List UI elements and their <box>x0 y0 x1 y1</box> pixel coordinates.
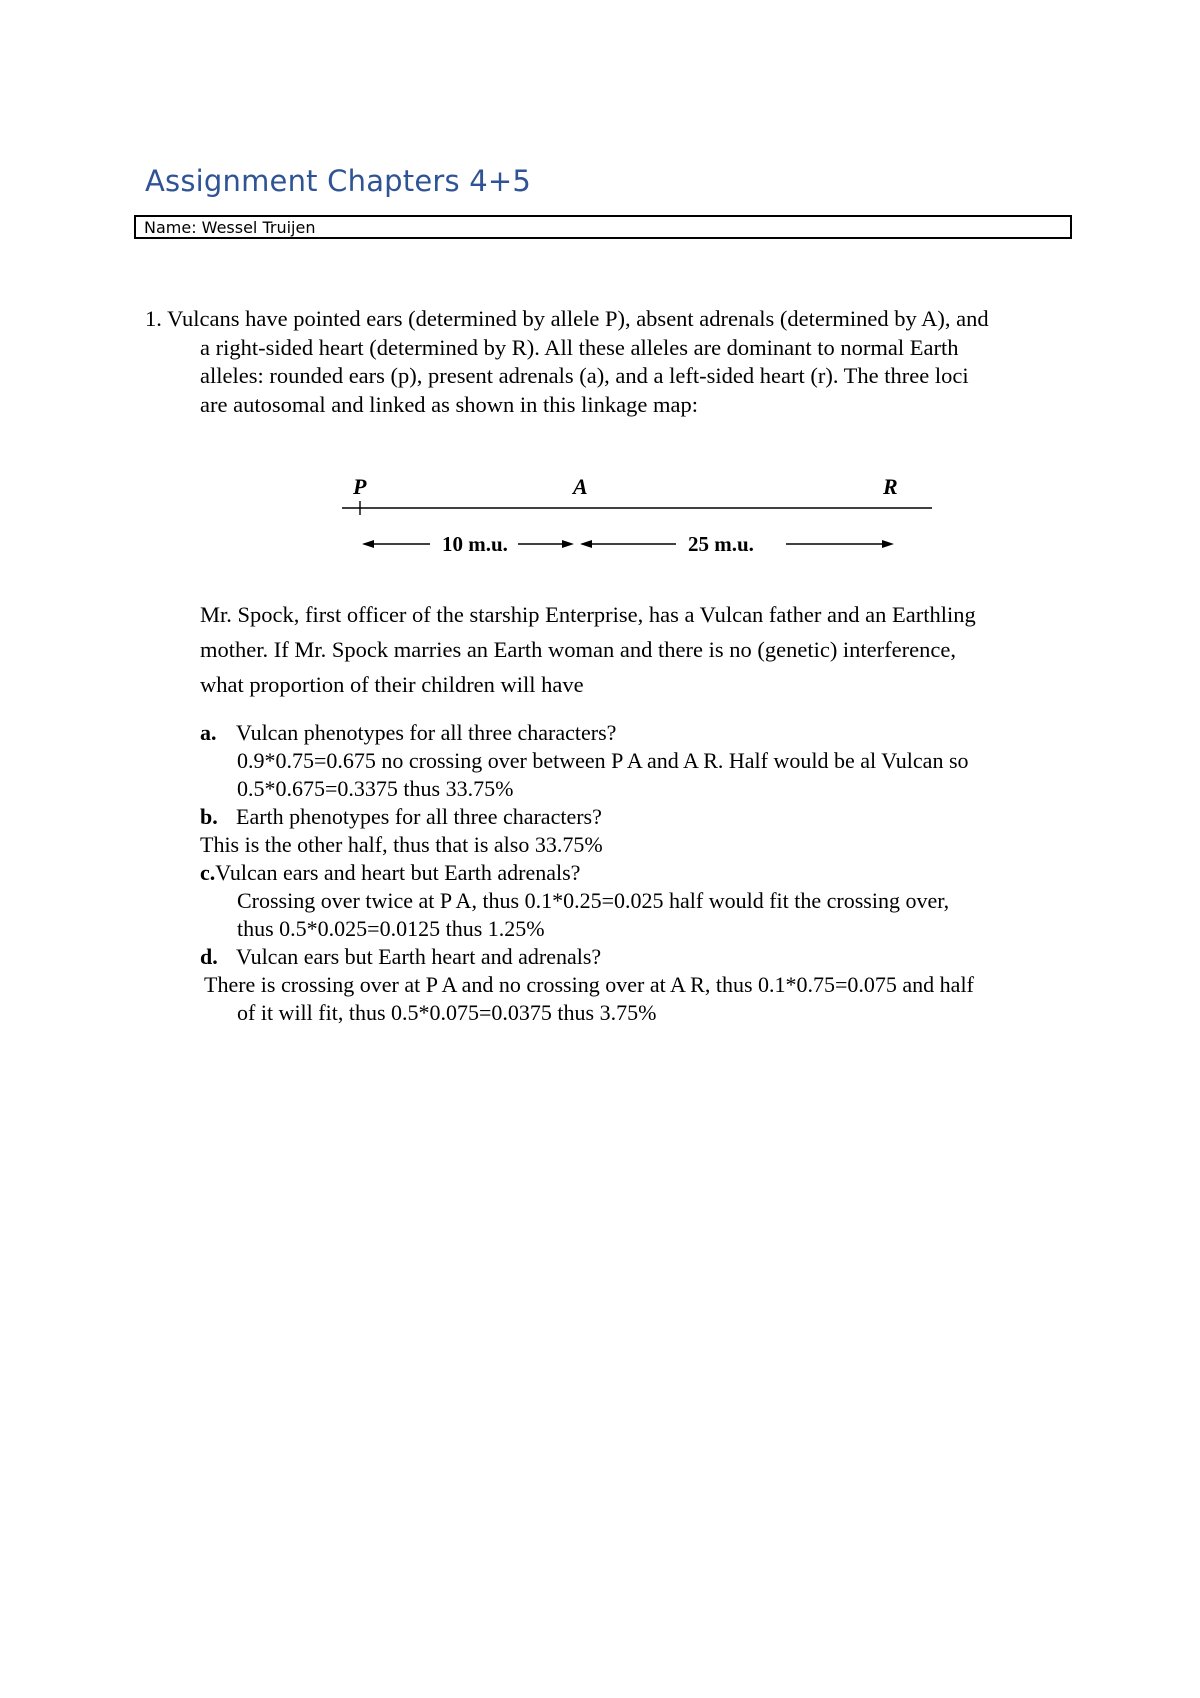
question-1-line-2: a right-sided heart (determined by R). All these alleles are dominant to normal Earth <box>200 334 959 360</box>
distance-2-left-arrowhead <box>580 540 592 548</box>
locus-label-p: P <box>353 474 367 499</box>
question-1 <box>145 305 1075 419</box>
part-b-question: b. Earth phenotypes for all three characters? <box>200 804 602 829</box>
part-a-answer-1: 0.9*0.75=0.675 no crossing over between P A and A R. Half would be al Vulcan so <box>237 748 969 773</box>
question-1-line-3: alleles: rounded ears (p), present adrenals (a), and a left-sided heart (r). The three loci <box>200 363 969 388</box>
distance-1-right-arrowhead <box>562 540 574 548</box>
part-a-question: a. Vulcan phenotypes for all three characters? <box>200 720 617 745</box>
distance-1-left-arrowhead <box>362 540 374 548</box>
scenario-line-1: Mr. Spock, first officer of the starship Enterprise, has a Vulcan father and an Earthling <box>200 602 976 627</box>
scenario-line-2: mother. If Mr. Spock marries an Earth woman and there is no (genetic) interference, <box>200 637 956 662</box>
scenario-text <box>200 597 1100 702</box>
part-d-answer-2: of it will fit, thus 0.5*0.075=0.0375 thus 3.75% <box>237 1000 657 1025</box>
locus-label-a: A <box>573 474 588 499</box>
distance-2-right-arrowhead <box>882 540 894 548</box>
part-d-question: d. Vulcan ears but Earth heart and adrenals? <box>200 944 602 969</box>
part-d-answer-1: There is crossing over at P A and no crossing over at A R, thus 0.1*0.75=0.075 and half <box>204 972 974 997</box>
distance-label-2: 25 m.u. <box>688 532 754 556</box>
locus-label-r: R <box>883 474 898 499</box>
question-1-line-4: are autosomal and linked as shown in this linkage map: <box>200 391 699 417</box>
part-a-label: a. <box>200 720 217 745</box>
question-1-line-1: 1. Vulcans have pointed ears (determined by allele P), absent adrenals (determined by A), and <box>145 306 989 331</box>
distance-label-1: 10 m.u. <box>442 532 508 556</box>
part-c-label: c. <box>200 860 216 885</box>
part-c-answer-1: Crossing over twice at P A, thus 0.1*0.25=0.025 half would fit the crossing over, <box>237 888 950 913</box>
answer-list <box>200 719 1100 1027</box>
part-d-label: d. <box>200 944 218 969</box>
name-field: Name: Wessel Truijen <box>134 215 1072 239</box>
page-title: Assignment Chapters 4+5 <box>145 164 532 198</box>
part-b-answer-1: This is the other half, thus that is also 33.75% <box>200 832 603 857</box>
scenario-line-3: what proportion of their children will have <box>200 672 584 697</box>
part-a-answer-2: 0.5*0.675=0.3375 thus 33.75% <box>237 776 514 801</box>
part-c-question: c.Vulcan ears and heart but Earth adrenals? <box>200 860 581 885</box>
linkage-map <box>330 464 950 564</box>
part-b-label: b. <box>200 804 218 829</box>
question-number: 1. <box>145 306 162 331</box>
part-c-answer-2: thus 0.5*0.025=0.0125 thus 1.25% <box>237 916 545 941</box>
